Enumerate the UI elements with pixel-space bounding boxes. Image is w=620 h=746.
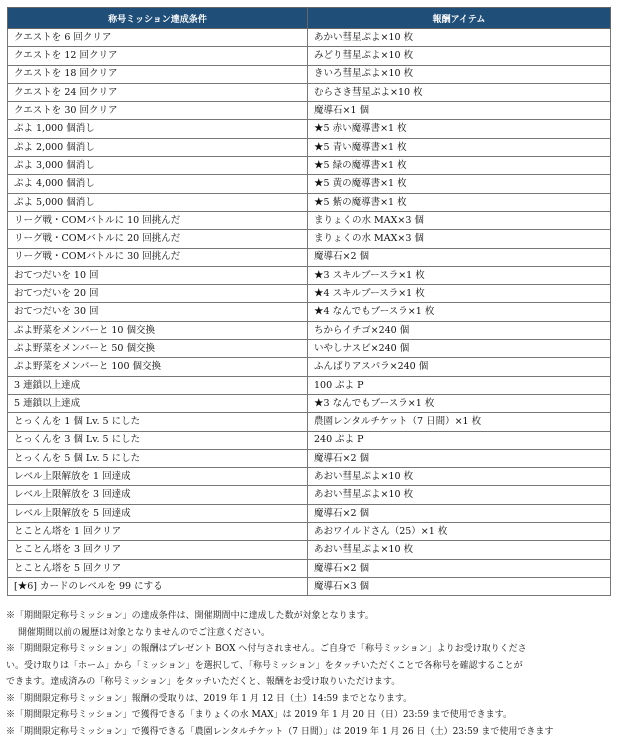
reward-cell: あおい彗星ぷよ×10 枚 bbox=[308, 541, 611, 559]
condition-cell: おてつだいを 10 回 bbox=[8, 266, 308, 284]
condition-cell: とっくんを 3 個 Lv. 5 にした bbox=[8, 431, 308, 449]
table-row bbox=[8, 211, 611, 229]
reward-cell: ★5 黄の魔導書×1 枚 bbox=[308, 175, 611, 193]
table-row bbox=[8, 486, 611, 504]
reward-cell: あおワイルドさん（25）×1 枚 bbox=[308, 523, 611, 541]
reward-cell: むらさき彗星ぷよ×10 枚 bbox=[308, 83, 611, 101]
reward-cell: まりょくの水 MAX×3 個 bbox=[308, 230, 611, 248]
note-line: ※「期間限定称号ミッション」で獲得できる「まりょくの水 MAX」は 2019 年 1 月 20 日（日）23:59 まで使用できます。 bbox=[6, 710, 512, 720]
condition-cell: クエストを 12 回クリア bbox=[8, 47, 308, 65]
reward-cell: あおい彗星ぷよ×10 枚 bbox=[308, 468, 611, 486]
reward-cell: 魔導石×2 個 bbox=[308, 248, 611, 266]
table-row bbox=[8, 577, 611, 595]
condition-cell: ぷよ野菜をメンバーと 100 個交換 bbox=[8, 358, 308, 376]
table-row bbox=[8, 504, 611, 522]
note-line: ※「期間限定称号ミッション」の報酬はプレゼント BOX へ付与されません。ご自身で「称号ミッション」よりお受け取りくださ bbox=[6, 644, 527, 654]
table-row bbox=[8, 559, 611, 577]
reward-cell: ★4 スキルブースラ×1 枚 bbox=[308, 285, 611, 303]
table-row bbox=[8, 468, 611, 486]
header-condition: 称号ミッション達成条件 bbox=[8, 8, 308, 29]
reward-cell: 240 ぷよ P bbox=[308, 431, 611, 449]
condition-cell: クエストを 24 回クリア bbox=[8, 83, 308, 101]
note-line: ※「期間限定称号ミッション」報酬の受取りは、2019 年 1 月 12 日（土）14:59 までとなります。 bbox=[6, 693, 413, 704]
table-row bbox=[8, 285, 611, 303]
reward-cell: 魔導石×3 個 bbox=[308, 577, 611, 595]
condition-cell: ぷよ 2,000 個消し bbox=[8, 138, 308, 156]
reward-cell: 100 ぷよ P bbox=[308, 376, 611, 394]
reward-cell: みどり彗星ぷよ×10 枚 bbox=[308, 47, 611, 65]
table-row bbox=[8, 266, 611, 284]
table-row bbox=[8, 413, 611, 431]
table-row bbox=[8, 340, 611, 358]
condition-cell: とことん塔を 1 回クリア bbox=[8, 523, 308, 541]
table-row bbox=[8, 175, 611, 193]
condition-cell: レベル上限解放を 5 回達成 bbox=[8, 504, 308, 522]
condition-cell: リーグ戦・COMバトルに 10 回挑んだ bbox=[8, 211, 308, 229]
reward-cell: ふんばりアスパラ×240 個 bbox=[308, 358, 611, 376]
condition-cell: クエストを 6 回クリア bbox=[8, 29, 308, 47]
condition-cell: リーグ戦・COMバトルに 20 回挑んだ bbox=[8, 230, 308, 248]
condition-cell: リーグ戦・COMバトルに 30 回挑んだ bbox=[8, 248, 308, 266]
table-row bbox=[8, 102, 611, 120]
condition-cell: クエストを 18 回クリア bbox=[8, 65, 308, 83]
condition-cell: おてつだいを 30 回 bbox=[8, 303, 308, 321]
condition-cell: ぷよ 5,000 個消し bbox=[8, 193, 308, 211]
table-row bbox=[8, 541, 611, 559]
reward-cell: ちからイチゴ×240 個 bbox=[308, 321, 611, 339]
note-line: ※「期間限定称号ミッション」の達成条件は、開催期間中に達成した数が対象となります。 bbox=[6, 611, 374, 621]
notes-section bbox=[6, 608, 612, 740]
table-row bbox=[8, 138, 611, 156]
reward-cell: まりょくの水 MAX×3 個 bbox=[308, 211, 611, 229]
table-row bbox=[8, 157, 611, 175]
reward-cell: 農園レンタルチケット（7 日間）×1 枚 bbox=[308, 413, 611, 431]
reward-cell: ★5 紫の魔導書×1 枚 bbox=[308, 193, 611, 211]
table-row bbox=[8, 303, 611, 321]
header-reward: 報酬アイテム bbox=[308, 8, 611, 29]
note-line: い。受け取りは「ホーム」から「ミッション」を選択して、「称号ミッション」をタッチいただくことで各称号を確認することが bbox=[6, 660, 523, 671]
condition-cell: とっくんを 1 個 Lv. 5 にした bbox=[8, 413, 308, 431]
table-row bbox=[8, 248, 611, 266]
reward-cell: あおい彗星ぷよ×10 枚 bbox=[308, 486, 611, 504]
condition-cell: とことん塔を 5 回クリア bbox=[8, 559, 308, 577]
condition-cell: とっくんを 5 個 Lv. 5 にした bbox=[8, 449, 308, 467]
condition-cell: ぷよ 4,000 個消し bbox=[8, 175, 308, 193]
reward-cell: 魔導石×2 個 bbox=[308, 559, 611, 577]
reward-cell: ★5 赤い魔導書×1 枚 bbox=[308, 120, 611, 138]
table-row bbox=[8, 29, 611, 47]
reward-cell: ★3 スキルブースラ×1 枚 bbox=[308, 266, 611, 284]
reward-cell: あかい彗星ぷよ×10 枚 bbox=[308, 29, 611, 47]
reward-cell: ★4 なんでもブースラ×1 枚 bbox=[308, 303, 611, 321]
table-row bbox=[8, 47, 611, 65]
reward-cell: 魔導石×2 個 bbox=[308, 504, 611, 522]
table-row bbox=[8, 358, 611, 376]
condition-cell: レベル上限解放を 3 回達成 bbox=[8, 486, 308, 504]
table-row bbox=[8, 230, 611, 248]
condition-cell: とことん塔を 3 回クリア bbox=[8, 541, 308, 559]
reward-cell: ★3 なんでもブースラ×1 枚 bbox=[308, 394, 611, 412]
reward-cell: 魔導石×1 個 bbox=[308, 102, 611, 120]
table-row bbox=[8, 376, 611, 394]
header-row bbox=[8, 8, 611, 29]
condition-cell: クエストを 30 回クリア bbox=[8, 102, 308, 120]
condition-cell: [★6] カードのレベルを 99 にする bbox=[8, 577, 308, 595]
note-line: できます。達成済みの「称号ミッション」をタッチいただくと、報酬をお受け取りいただけます。 bbox=[6, 677, 401, 687]
table-row bbox=[8, 120, 611, 138]
reward-cell: 魔導石×2 個 bbox=[308, 449, 611, 467]
table-row bbox=[8, 394, 611, 412]
mission-table bbox=[7, 7, 611, 596]
condition-cell: レベル上限解放を 1 回達成 bbox=[8, 468, 308, 486]
condition-cell: おてつだいを 20 回 bbox=[8, 285, 308, 303]
table-row bbox=[8, 193, 611, 211]
table-row bbox=[8, 65, 611, 83]
table-row bbox=[8, 523, 611, 541]
condition-cell: ぷよ野菜をメンバーと 10 個交換 bbox=[8, 321, 308, 339]
table-row bbox=[8, 431, 611, 449]
condition-cell: 3 連鎖以上達成 bbox=[8, 376, 308, 394]
reward-cell: ★5 青い魔導書×1 枚 bbox=[308, 138, 611, 156]
reward-cell: ★5 緑の魔導書×1 枚 bbox=[308, 157, 611, 175]
table-row bbox=[8, 321, 611, 339]
table-row bbox=[8, 449, 611, 467]
condition-cell: ぷよ 3,000 個消し bbox=[8, 157, 308, 175]
note-line: 開催期間以前の履歴は対象となりませんのでご注意ください。 bbox=[18, 627, 271, 638]
condition-cell: ぷよ野菜をメンバーと 50 個交換 bbox=[8, 340, 308, 358]
table-row bbox=[8, 83, 611, 101]
reward-cell: きいろ彗星ぷよ×10 枚 bbox=[308, 65, 611, 83]
reward-cell: いやしナスビ×240 個 bbox=[308, 340, 611, 358]
condition-cell: ぷよ 1,000 個消し bbox=[8, 120, 308, 138]
condition-cell: 5 連鎖以上達成 bbox=[8, 394, 308, 412]
note-line: ※「期間限定称号ミッション」で獲得できる「農園レンタルチケット（7 日間）」は 2019 年 1 月 26 日（土）23:59 まで使用できます bbox=[6, 726, 554, 737]
